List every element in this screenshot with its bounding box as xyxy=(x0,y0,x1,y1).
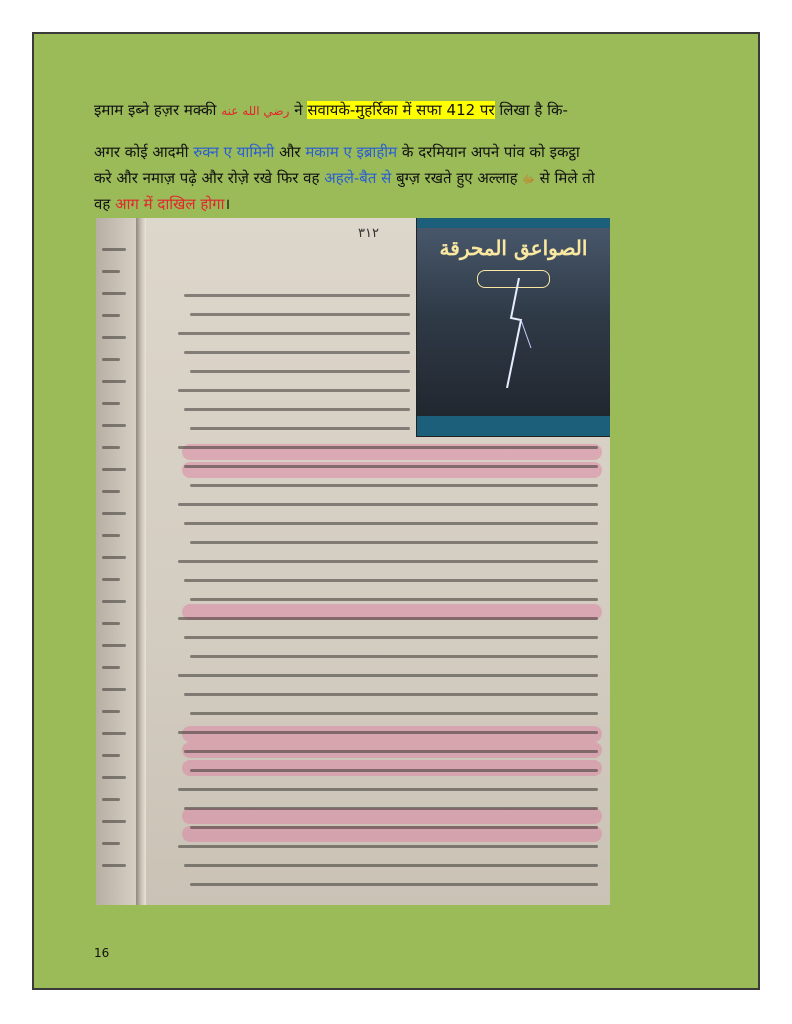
left-page-text-line xyxy=(102,512,126,515)
text-line xyxy=(190,712,598,715)
text-line xyxy=(178,503,598,506)
text-line xyxy=(178,389,410,392)
text-line xyxy=(190,484,598,487)
left-page-text-line xyxy=(102,270,120,273)
text-likha-hai: लिखा है कि- xyxy=(499,101,568,119)
text-se-mile-to: से मिले तो xyxy=(539,169,595,187)
left-page-text-line xyxy=(102,622,120,625)
paragraph-line-2 xyxy=(94,142,724,162)
left-page-text-line xyxy=(102,666,120,669)
highlight-band xyxy=(182,760,602,776)
left-page-text-line xyxy=(102,490,120,493)
text-line xyxy=(184,750,598,753)
left-page-text-line xyxy=(102,754,120,757)
text-line xyxy=(184,522,598,525)
lightning-icon xyxy=(497,278,537,388)
cover-bottom-band xyxy=(417,416,610,436)
left-page-text-line xyxy=(102,864,126,867)
text-aag-mein-dakhil: आग में दाखिल होगा xyxy=(115,195,225,213)
left-page-text-line xyxy=(102,292,126,295)
left-page-text-line xyxy=(102,600,126,603)
text-line xyxy=(184,408,410,411)
text-line xyxy=(184,351,410,354)
left-page-text-line xyxy=(102,336,126,339)
left-page-text-line xyxy=(102,424,126,427)
left-page-text-line xyxy=(102,248,126,251)
text-line xyxy=(178,617,598,620)
text-line xyxy=(178,560,598,563)
left-page-text-line xyxy=(102,710,120,713)
book-page-photo xyxy=(96,218,610,905)
left-page-text-line xyxy=(102,446,120,449)
text-maqam-e-ibrahim: मकाम ए इब्राहीम xyxy=(305,143,398,161)
left-page-text-line xyxy=(102,534,120,537)
text-line xyxy=(178,332,410,335)
left-page-text-line xyxy=(102,556,126,559)
left-page-text-line xyxy=(102,380,126,383)
text-line xyxy=(190,883,598,886)
paragraph-line-4 xyxy=(94,194,724,214)
left-page-text-line xyxy=(102,314,120,317)
text-line xyxy=(190,541,598,544)
text-line xyxy=(178,674,598,677)
text-line xyxy=(184,807,598,810)
left-page-text-line xyxy=(102,402,120,405)
text-ne: ने xyxy=(294,101,303,119)
left-page-text-line xyxy=(102,358,120,361)
left-page-text-line xyxy=(102,842,120,845)
text-line xyxy=(178,731,598,734)
text-line xyxy=(190,769,598,772)
text-line xyxy=(190,313,410,316)
left-book-page xyxy=(96,218,140,905)
text-line xyxy=(178,446,598,449)
cover-title: الصواعق المحرقة xyxy=(439,236,588,260)
text-line xyxy=(190,655,598,658)
text-danda: । xyxy=(224,195,231,213)
text-imam-ibn-hajar: इमाम इब्ने हज़र मक्की xyxy=(94,101,217,119)
cover-top-band xyxy=(417,218,610,228)
text-line xyxy=(178,788,598,791)
left-page-text-line xyxy=(102,688,126,691)
highlight-band xyxy=(182,726,602,742)
paragraph-line-1 xyxy=(94,100,724,121)
highlight-band xyxy=(182,808,602,824)
text-line xyxy=(190,370,410,373)
text-line xyxy=(184,579,598,582)
left-page-text-line xyxy=(102,468,126,471)
highlighted-reference: सवायके-मुहर्रिका में सफा 412 पर xyxy=(307,101,495,119)
book-cover-inset xyxy=(417,218,610,436)
text-vah: वह xyxy=(94,195,111,213)
text-line xyxy=(190,826,598,829)
left-page-text-line xyxy=(102,732,126,735)
text-rukn-e-yamani: रुक्न ए यामिनी xyxy=(193,143,275,161)
book-gutter xyxy=(136,218,146,905)
left-page-text-line xyxy=(102,644,126,647)
left-page-text-line xyxy=(102,820,126,823)
document-page xyxy=(32,32,760,990)
text-line xyxy=(190,427,410,430)
paragraph-line-3 xyxy=(94,168,724,190)
text-aur: और xyxy=(279,143,301,161)
text-line xyxy=(184,294,410,297)
text-line xyxy=(184,465,598,468)
text-bugz-rakhte: बुग्ज़ रखते हुए अल्लाह xyxy=(396,169,518,187)
text-line xyxy=(190,598,598,601)
text-line xyxy=(184,636,598,639)
text-line xyxy=(178,845,598,848)
text-line xyxy=(184,864,598,867)
page-number: 16 xyxy=(94,946,110,960)
left-page-text-line xyxy=(102,798,120,801)
text-radiallah-anhu: رضي الله عنه xyxy=(221,104,290,118)
jalla-jalaluhu-glyph: ﷻ xyxy=(522,173,535,186)
text-ahle-bait-se: अहले-बैत से xyxy=(324,169,392,187)
text-kare-aur-namaz: करे और नमाज़ पढ़े और रोज़े रखे फिर वह xyxy=(94,169,320,187)
text-line xyxy=(184,693,598,696)
left-page-text-line xyxy=(102,578,120,581)
text-agar-koi-aadmi: अगर कोई आदमी xyxy=(94,143,189,161)
text-ke-darmiyan: के दरमियान अपने पांव को इकट्ठा xyxy=(401,143,580,161)
book-page-number: ۳۱۲ xyxy=(358,226,379,241)
left-page-text-line xyxy=(102,776,126,779)
